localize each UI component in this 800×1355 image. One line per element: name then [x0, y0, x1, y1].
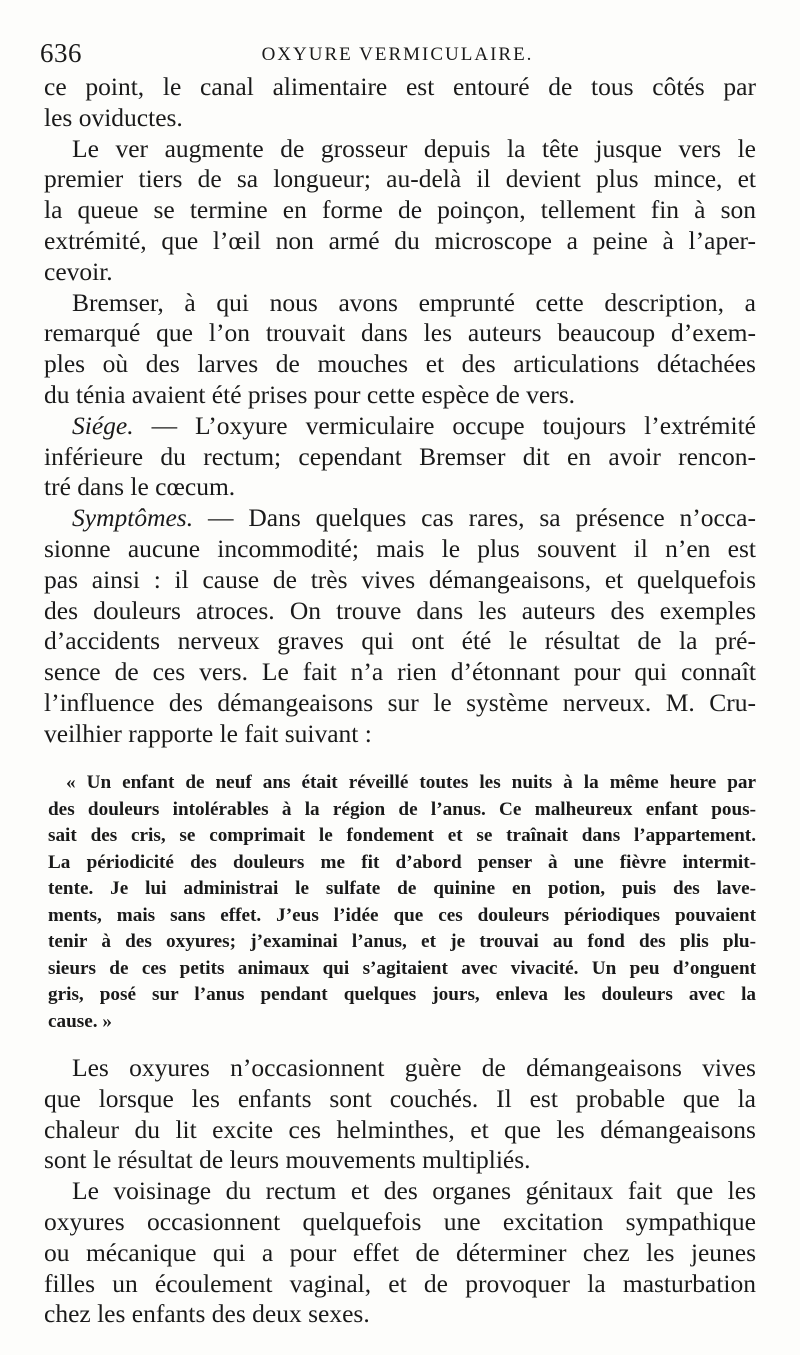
symptomes-line: pas ainsi : il cause de très vives démangeaisons, et quelquefois: [44, 564, 756, 594]
text-line: cevoir.: [44, 256, 113, 286]
text-line: la queue se termine en forme de poinçon, tellement fin à son: [44, 195, 756, 225]
text-line: Le ver augmente de grosseur depuis la tête jusque vers le: [72, 133, 756, 163]
text-line: filles un écoulement vaginal, et de provoquer la masturbation: [44, 1268, 756, 1298]
text-line: Les oxyures n’occasionnent guère de démangeaisons vives: [72, 1053, 756, 1082]
main-text-block: [44, 72, 756, 750]
quote-line: des douleurs intolérables à la région de l’anus. Ce malheureux enfant pous-: [48, 798, 756, 820]
text-line: ples où des larves de mouches et des articulations détachées: [44, 349, 756, 379]
text-line: chaleur du lit excite ces helminthes, et que les démangeaisons: [44, 1114, 756, 1144]
symptomes-line-1-text: — Dans quelques cas rares, sa présence n’occa-: [193, 503, 756, 533]
quoted-case-report: [48, 770, 756, 1035]
quote-line: La périodicité des douleurs me fit d’abord penser à une fièvre intermit-: [48, 851, 756, 873]
siege-line-2: inférieure du rectum; cependant Bremser dit en avoir rencon-: [44, 441, 756, 471]
text-line: remarqué que l’on trouvait dans les auteurs beaucoup d’exem-: [44, 318, 756, 348]
quote-line: sieurs de ces petits animaux qui s’agitaient avec vivacité. Un peu d’onguent: [48, 957, 756, 979]
text-line: oxyures occasionnent quelquefois une excitation sympathique: [44, 1206, 756, 1236]
text-line: chez les enfants des deux sexes.: [44, 1299, 370, 1329]
quote-line: ments, mais sans effet. J’eus l’idée que ces douleurs périodiques pouvaient: [48, 904, 756, 926]
symptomes-line: l’influence des démangeaisons sur le système nerveux. M. Cru-: [44, 687, 756, 717]
text-line: premier tiers de sa longueur; au-delà il devient plus mince, et: [44, 164, 756, 194]
symptomes-line: d’accidents nerveux graves qui ont été le résultat de la pré-: [44, 626, 756, 656]
text-line: extrémité, que l’œil non armé du microscope a peine à l’aper-: [44, 225, 756, 255]
siege-label: Siége.: [72, 410, 134, 440]
closing-text-block: [44, 1053, 756, 1330]
page-number: 636: [40, 38, 82, 68]
text-line: Le voisinage du rectum et des organes génitaux fait que les: [72, 1176, 756, 1206]
bottom-paragraphs: [44, 1053, 756, 1330]
quote-line: tente. Je lui administrai le sulfate de quinine en potion, puis des lave-: [48, 878, 756, 899]
text-line: ce point, le canal alimentaire est entouré de tous côtés par: [44, 72, 756, 101]
running-title: OXYURE VERMICULAIRE.: [261, 44, 534, 65]
siege-line-3: tré dans le cœcum.: [44, 472, 236, 502]
quote-line: tenir à des oxyures; j’examinai l’anus, et je trouvai au fond des plis plu-: [48, 931, 756, 952]
symptomes-line-1: [44, 503, 756, 534]
symptomes-line: sence de ces vers. Le fait n’a rien d’étonnant pour qui connaît: [44, 657, 756, 687]
text-line: ou mécanique qui a pour effet de déterminer chez les jeunes: [44, 1237, 756, 1267]
text-line: que lorsque les enfants sont couchés. Il est probable que la: [44, 1083, 756, 1113]
symptomes-label: Symptômes.: [72, 503, 194, 533]
top-paragraphs: [44, 72, 756, 411]
quote-line: gris, posé sur l’anus pendant quelques jours, enleva les douleurs avec la: [48, 984, 756, 1005]
text-line: du ténia avaient été prises pour cette espèce de vers.: [44, 379, 576, 409]
text-line: Bremser, à qui nous avons emprunté cette description, a: [72, 287, 756, 317]
text-line: les oviductes.: [44, 102, 183, 132]
quote-line: sait des cris, se comprimait le fondement et se traînait dans l’appartement.: [48, 825, 756, 846]
siege-line-1-text: — L’oxyure vermiculaire occupe toujours l’extrémité: [133, 410, 756, 440]
siege-line-1: [44, 411, 756, 442]
symptomes-line: des douleurs atroces. On trouve dans les auteurs des exemples: [44, 595, 756, 625]
symptomes-last-line: veilhier rapporte le fait suivant :: [44, 718, 372, 748]
quote-last-line: cause. »: [48, 1010, 112, 1032]
symptomes-line: sionne aucune incommodité; mais le plus souvent il n’en est: [44, 533, 756, 563]
page-header: [40, 32, 755, 72]
text-line: sont le résultat de leurs mouvements multipliés.: [44, 1145, 531, 1175]
quote-line: « Un enfant de neuf ans était réveillé toutes les nuits à la même heure par: [66, 772, 756, 793]
